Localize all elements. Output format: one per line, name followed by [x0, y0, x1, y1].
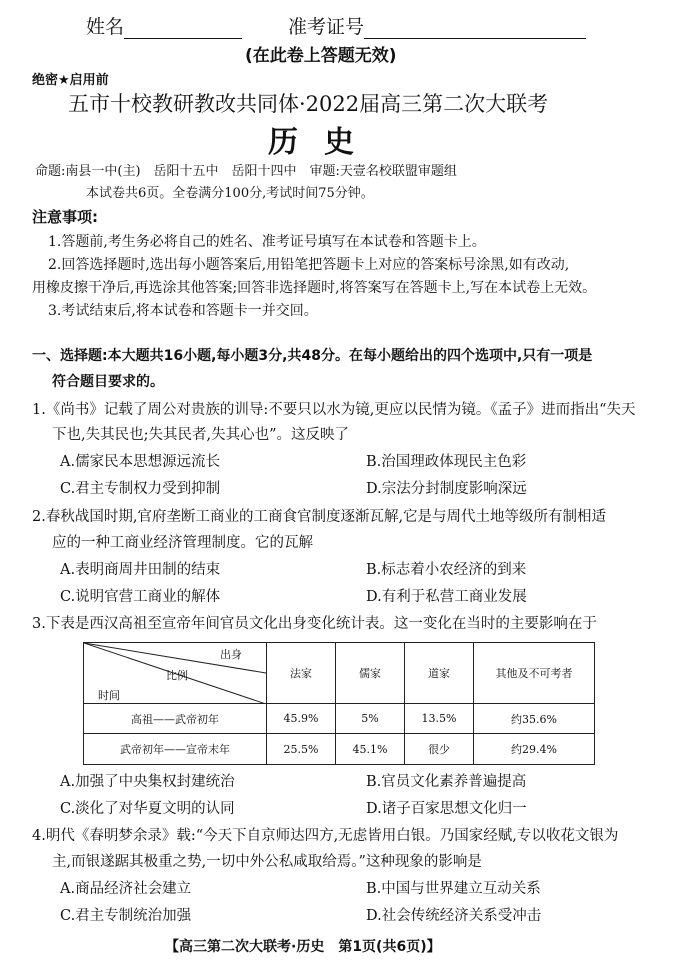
name-blank	[124, 18, 242, 39]
section-heading: 一、选择题:本大题共16小题,每小题3分,共48分。在每小题给出的四个选项中,只有一项是	[32, 348, 593, 364]
exam-no-field	[288, 12, 586, 39]
q4-option-d: D.社会传统经济关系受冲击	[366, 908, 542, 924]
q2-option-b: B.标志着小农经济的到来	[366, 562, 527, 578]
q4-option-b: B.中国与世界建立互动关系	[366, 881, 541, 897]
table-cell: 45.1%	[336, 734, 405, 765]
secret-mark: 绝密★启用前	[32, 73, 109, 88]
q3-option-a: A.加强了中央集权封建统治	[60, 774, 235, 790]
row-period: 高祖——武帝初年	[84, 704, 267, 734]
corner-label-ratio: 比例	[166, 669, 188, 682]
table-row	[84, 734, 595, 765]
question-2-stem-cont: 应的一种工商业经济管理制度。它的瓦解	[52, 535, 313, 551]
column-header: 儒家	[336, 643, 405, 704]
q3-option-b: B.官员文化素养普遍提高	[366, 774, 527, 790]
table-row	[84, 704, 595, 734]
question-4-stem: 4.明代《春明梦余录》载:“今天下自京师达四方,无虑皆用白银。乃国家经赋,专以收花文银为	[32, 828, 619, 844]
q1-option-c: C.君主专制权力受到抑制	[60, 481, 221, 497]
exam-no-blank	[364, 18, 586, 39]
subject-title: 历史	[268, 125, 380, 160]
name-field	[86, 12, 242, 39]
q3-option-d: D.诸子百家思想文化归一	[366, 801, 527, 817]
corner-label-origin: 出身	[220, 648, 242, 661]
q4-option-a: A.商品经济社会建立	[60, 881, 192, 897]
q3-option-c: C.淡化了对华夏文明的认同	[60, 801, 235, 817]
officials-table	[83, 642, 595, 765]
q1-option-d: D.宗法分封制度影响深远	[366, 481, 527, 497]
table-cell: 约29.4%	[474, 734, 595, 765]
column-header: 道家	[405, 643, 474, 704]
table-cell: 约35.6%	[474, 704, 595, 734]
authors-line: 命题:南县一中(主) 岳阳十五中 岳阳十四中 审题:天壹名校联盟审题组	[35, 164, 457, 179]
exam-info: 本试卷共6页。全卷满分100分,考试时间75分钟。	[86, 186, 374, 201]
note-item: 1.答题前,考生务必将自己的姓名、准考证号填写在本试卷和答题卡上。	[48, 234, 486, 250]
q4-option-c: C.君主专制统治加强	[60, 908, 192, 924]
q2-option-c: C.说明官营工商业的解体	[60, 589, 221, 605]
column-header: 法家	[267, 643, 336, 704]
table-corner-cell	[84, 643, 267, 704]
question-4-stem-cont: 主,而银遂踞其极重之势,一切中外公私咸取给焉。”这种现象的影响是	[52, 854, 482, 870]
q2-option-d: D.有利于私营工商业发展	[366, 589, 527, 605]
table-cell: 很少	[405, 734, 474, 765]
table-cell: 13.5%	[405, 704, 474, 734]
question-2-stem: 2.春秋战国时期,官府垄断工商业的工商食官制度逐渐瓦解,它是与周代土地等级所有制相适	[32, 509, 607, 525]
section-heading-cont: 符合题目要求的。	[52, 374, 164, 390]
table-cell: 45.9%	[267, 704, 336, 734]
row-period: 武帝初年——宣帝末年	[84, 734, 267, 765]
exam-title: 五市十校教研教改共同体·2022届高三第二次大联考	[68, 92, 549, 116]
name-label: 姓名	[86, 16, 125, 38]
note-item: 3.考试结束后,将本试卷和答题卡一并交回。	[48, 303, 318, 319]
page-footer: 【高三第二次大联考·历史 第1页(共6页)】	[165, 939, 441, 955]
table-cell: 5%	[336, 704, 405, 734]
question-1-stem: 1.《尚书》记载了周公对贵族的训导:不要只以水为镜,更应以民情为镜。《孟子》进而指出“失天	[32, 402, 636, 418]
q1-option-b: B.治国理政体现民主色彩	[366, 454, 527, 470]
table-cell: 25.5%	[267, 734, 336, 765]
column-header: 其他及不可考者	[474, 643, 595, 704]
question-1-stem-cont: 下也,失其民也;失其民者,失其心也”。这反映了	[52, 427, 350, 443]
notes-heading: 注意事项:	[32, 208, 98, 226]
corner-label-time: 时间	[98, 689, 120, 702]
exam-no-label: 准考证号	[288, 16, 365, 38]
note-item: 2.回答选择题时,选出每小题答案后,用铅笔把答题卡上对应的答案标号涂黑,如有改动,	[48, 257, 570, 273]
invalid-notice: (在此卷上答题无效)	[245, 46, 397, 66]
q2-option-a: A.表明商周井田制的结束	[60, 562, 221, 578]
question-3-stem: 3.下表是西汉高祖至宣帝年间官员文化出身变化统计表。这一变化在当时的主要影响在于	[32, 616, 597, 632]
q1-option-a: A.儒家民本思想源远流长	[60, 454, 221, 470]
note-item: 用橡皮擦干净后,再选涂其他答案;回答非选择题时,将答案写在答题卡上,写在本试卷上无效。	[32, 280, 597, 296]
